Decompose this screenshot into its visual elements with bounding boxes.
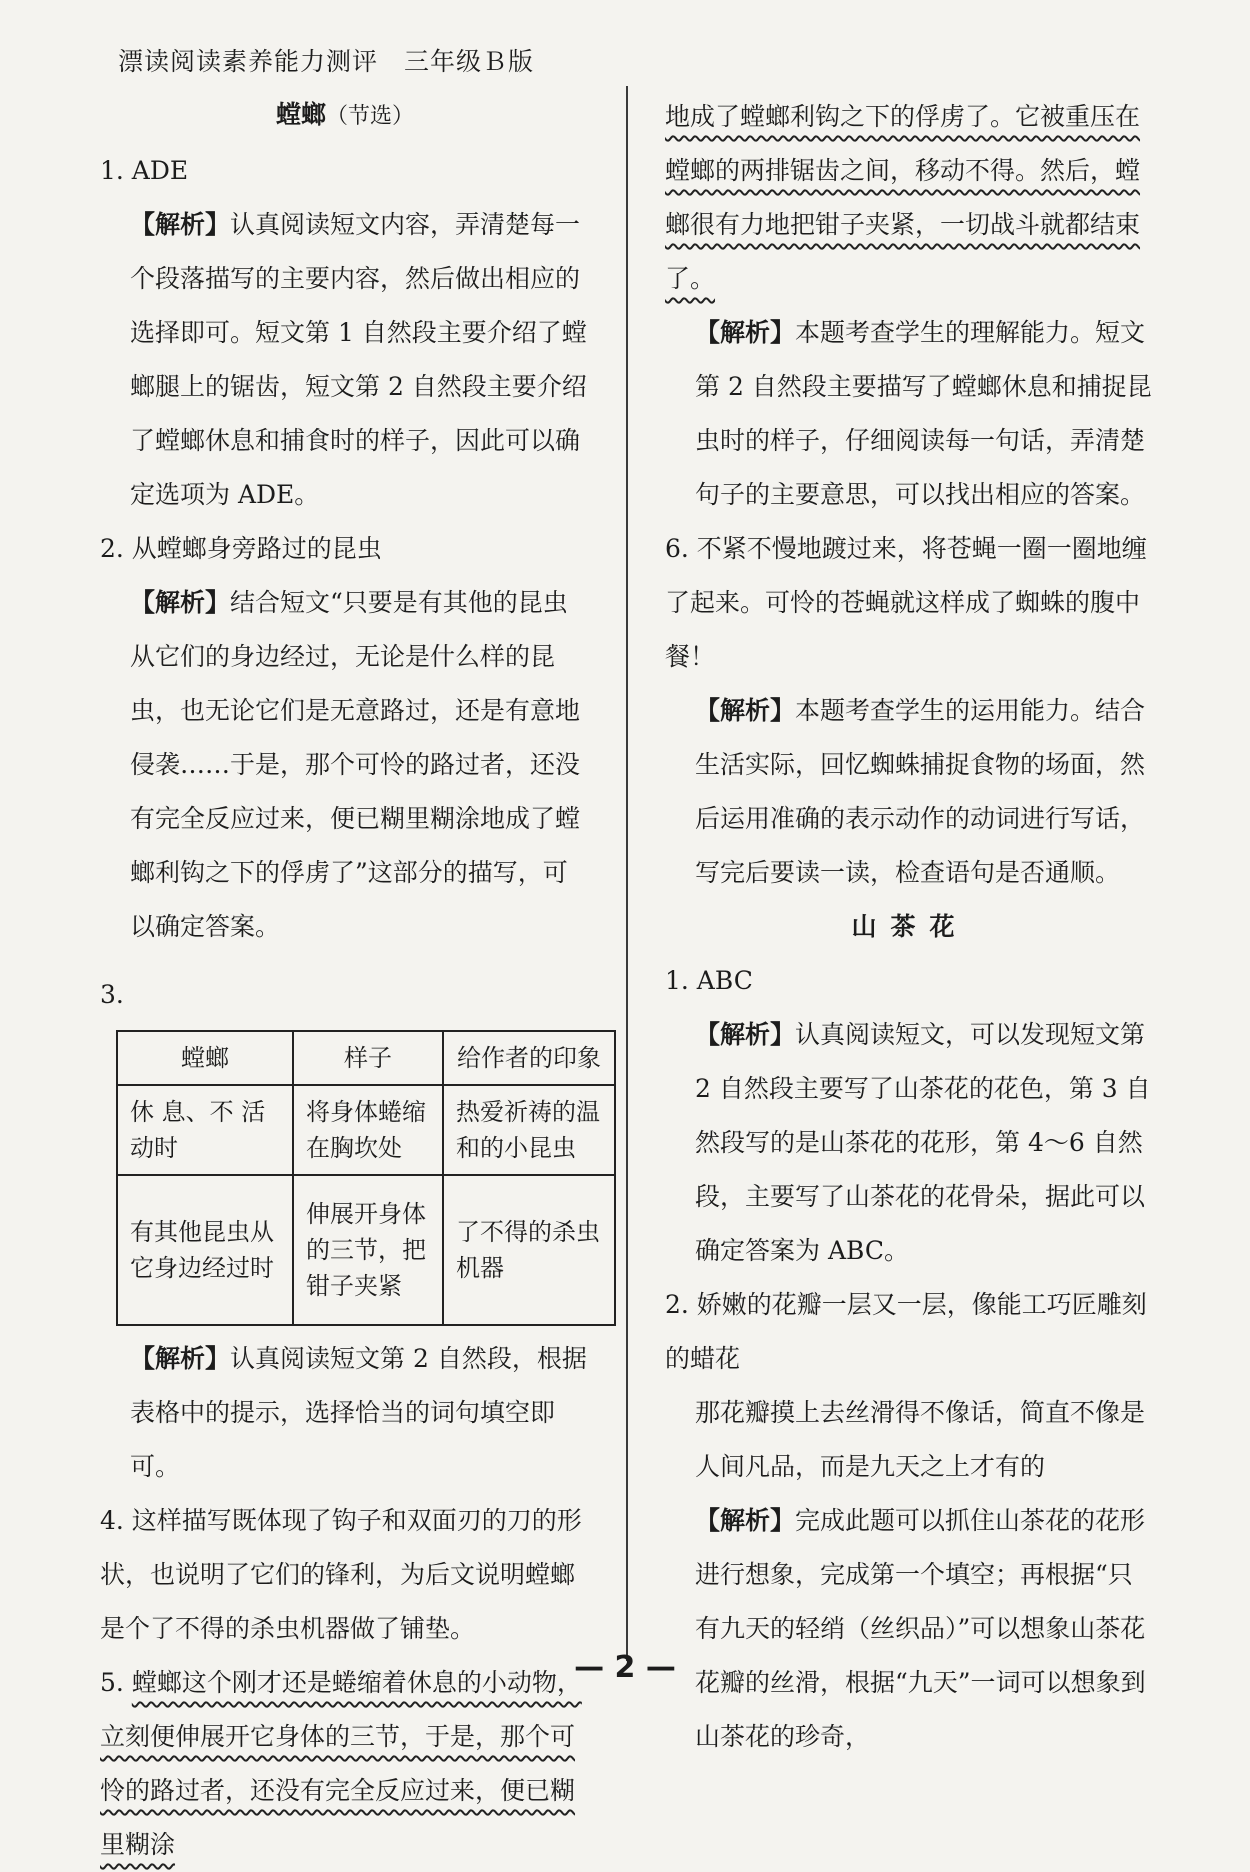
section-title-text: 螳螂	[275, 100, 326, 129]
answer-camellia-q2: 2. 娇嫩的花瓣一层又一层，像能工巧匠雕刻的蜡花	[665, 1290, 1147, 1373]
analysis-text: 结合短文“只要是有其他的昆虫从它们的身边经过，无论是什么样的昆虫，也无论它们是无意路过，还是有意地侵袭……于是，那个可怜的路过者，还没有完全反应过来，便已糊里糊涂地成了螳螂利钩之下的俘虏了”这部分的描写，可以确定答案。	[130, 588, 581, 941]
analysis-text: 本题考查学生的运用能力。结合生活实际，回忆蜘蛛捕捉食物的场面，然后运用准确的表示动作的动词进行写话，写完后要读一读，检查语句是否通顺。	[695, 696, 1146, 887]
analysis-tag: 【解析】	[695, 1020, 796, 1049]
analysis-camellia-q2	[665, 1494, 1155, 1764]
answer-q1: 1. ADE	[100, 156, 189, 185]
answer-camellia-q2-second: 那花瓣摸上去丝滑得不像话，简直不像是人间凡品，而是九天之上才有的	[695, 1398, 1146, 1481]
page-number: — 2 —	[574, 1650, 676, 1685]
column-divider	[626, 86, 628, 1661]
quoted-answer: 地成了螳螂利钩之下的俘虏了。它被重压在螳螂的两排锯齿之间，移动不得。然后，螳螂很有力地把钳子夹紧，一切战斗就都结束了。	[665, 102, 1141, 293]
analysis-text: 完成此题可以抓住山茶花的花形进行想象，完成第一个填空；再根据“只有九天的轻绡（丝织品）”可以想象山茶花花瓣的丝滑，根据“九天”一词可以想象到山茶花的珍奇，	[695, 1506, 1146, 1751]
table-cell: 伸展开身体的三节，把钳子夹紧	[293, 1175, 443, 1325]
answer-camellia-q1: 1. ABC	[665, 966, 753, 995]
analysis-tag: 【解析】	[130, 210, 231, 239]
analysis-camellia-q1	[665, 1008, 1155, 1278]
analysis-tag: 【解析】	[130, 588, 231, 617]
answer-q2: 2. 从螳螂身旁路过的昆虫	[100, 534, 382, 563]
table-cell: 热爱祈祷的温和的小昆虫	[443, 1085, 615, 1175]
section-subtitle: （节选）	[326, 104, 415, 129]
table-header-cell: 螳螂	[117, 1031, 293, 1085]
analysis-tag: 【解析】	[695, 1506, 796, 1535]
analysis-q2	[100, 576, 590, 954]
answer-q3-label: 3.	[100, 980, 124, 1009]
section-title-mantis	[100, 88, 590, 144]
answer-q5	[100, 1656, 590, 1872]
answer-table	[116, 1030, 616, 1326]
table-cell: 有其他昆虫从它身边经过时	[117, 1175, 293, 1325]
table-header-cell: 给作者的印象	[443, 1031, 615, 1085]
table-cell: 休 息、不 活动时	[117, 1085, 293, 1175]
table-cell: 了不得的杀虫机器	[443, 1175, 615, 1325]
section-title-camellia: 山茶花	[851, 912, 969, 941]
table-header-row	[117, 1031, 615, 1085]
analysis-q6	[665, 684, 1155, 900]
analysis-q3	[100, 1332, 590, 1494]
analysis-text: 认真阅读短文，可以发现短文第 2 自然段主要写了山茶花的花色，第 3 自然段写的是山茶花的花形，第 4～6 自然段，主要写了山茶花的花骨朵，据此可以确定答案为 ABC。	[695, 1020, 1151, 1265]
analysis-text: 认真阅读短文内容，弄清楚每一个段落描写的主要内容，然后做出相应的选择即可。短文第 1 自然段主要介绍了螳螂腿上的锯齿，短文第 2 自然段主要介绍了螳螂休息和捕食时的样子，因此可以确定选项为 ADE。	[130, 210, 587, 509]
answer-q5-continued	[665, 90, 1155, 306]
right-column	[665, 90, 1155, 1764]
table-row	[117, 1085, 615, 1175]
answer-q4: 4. 这样描写既体现了钩子和双面刃的刀的形状，也说明了它们的锋利，为后文说明螳螂是个了不得的杀虫机器做了铺垫。	[100, 1506, 582, 1643]
analysis-tag: 【解析】	[695, 318, 796, 347]
page-header: 漂读阅读素养能力测评 三年级Ｂ版	[118, 47, 535, 76]
analysis-q5	[665, 306, 1155, 522]
quoted-answer: 螳螂这个刚才还是蜷缩着休息的小动物，立刻便伸展开它身体的三节，于是，那个可怜的路过者，还没有完全反应过来，便已糊里糊涂	[100, 1668, 582, 1859]
answer-number: 5.	[100, 1668, 132, 1697]
answer-q6: 6. 不紧不慢地踱过来，将苍蝇一圈一圈地缠了起来。可怜的苍蝇就这样成了蜘蛛的腹中餐！	[665, 534, 1147, 671]
table-row	[117, 1175, 615, 1325]
analysis-text: 认真阅读短文第 2 自然段，根据表格中的提示，选择恰当的词句填空即可。	[130, 1344, 587, 1481]
analysis-tag: 【解析】	[695, 696, 796, 725]
left-column	[100, 88, 601, 1872]
analysis-q1	[100, 198, 590, 522]
analysis-tag: 【解析】	[130, 1344, 231, 1373]
analysis-text: 本题考查学生的理解能力。短文第 2 自然段主要描写了螳螂休息和捕捉昆虫时的样子，仔细阅读每一句话，弄清楚句子的主要意思，可以找出相应的答案。	[695, 318, 1152, 509]
table-cell: 将身体蜷缩在胸坎处	[293, 1085, 443, 1175]
table-header-cell: 样子	[293, 1031, 443, 1085]
